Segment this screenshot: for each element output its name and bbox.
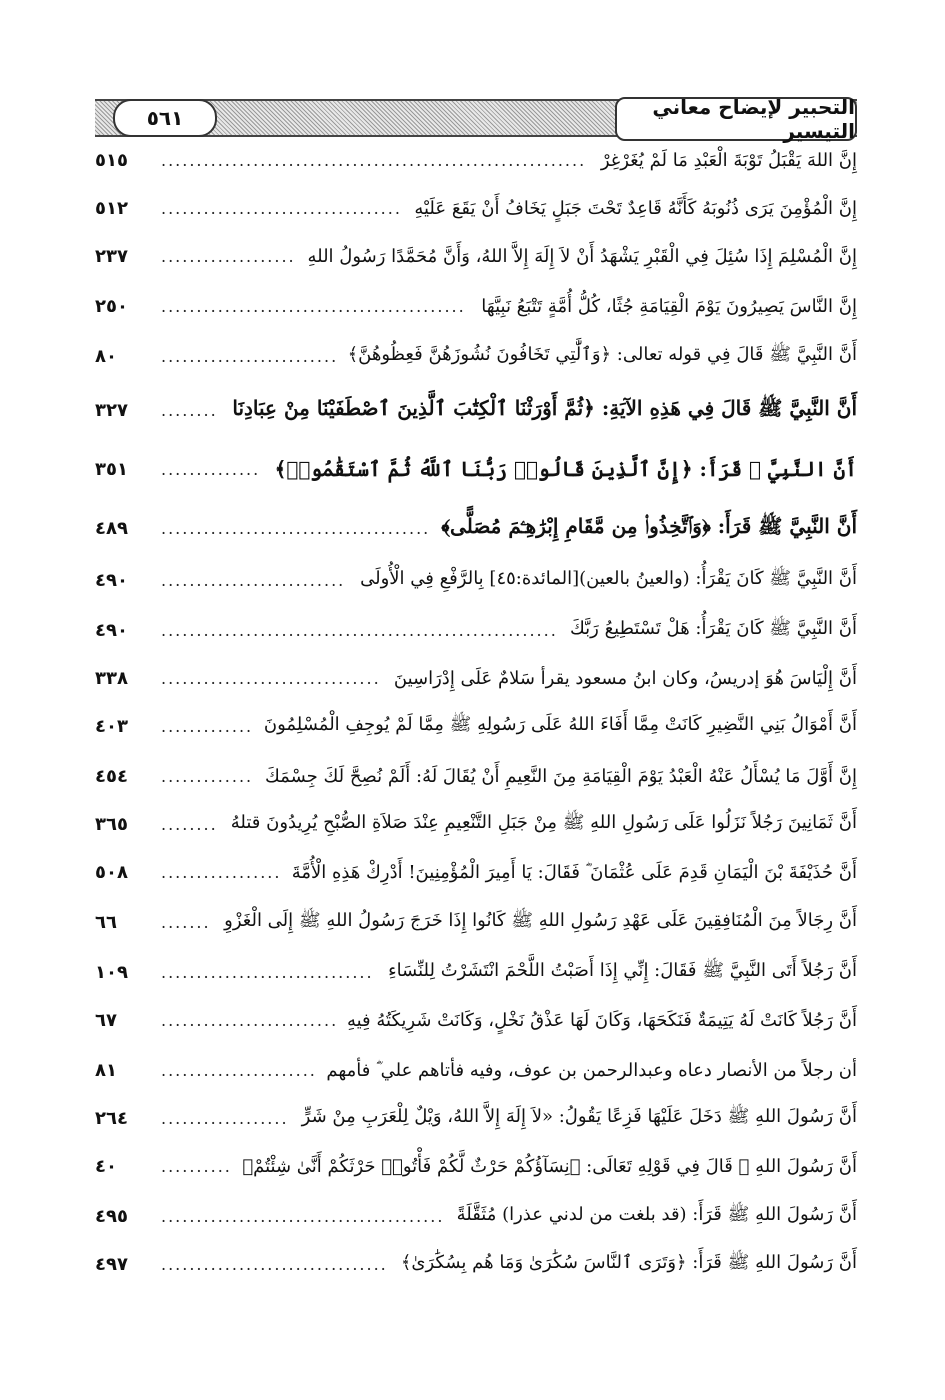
entry-page-number: ٤٠ (95, 1155, 117, 1177)
leader-dots: .................. (161, 1108, 289, 1128)
leader-dots: ...................................... (161, 518, 431, 538)
page-number: ٥٦١ (113, 99, 217, 137)
page-header (95, 95, 857, 143)
entry-page-number: ٣٣٨ (95, 667, 128, 689)
entry-text: أَنَّ أَمْوَالُ بَنِي النَّضِيرِ كَانَتْ مِمَّا أَفَاءَ اللهُ عَلَى رَسُولِهِ ﷺ مِمَّا لَمْ يُوجِفِ الْمُسْلِمُونَ (263, 714, 857, 735)
entry-text: أَنَّ رِجَالاً مِنَ الْمُنَافِقِينَ عَلَى عَهْدِ رَسُولِ اللهِ ﷺ كَانُوا إِذَا خَرَجَ رَسُولُ اللهِ ﷺ إِلَى الْغَزْوِ (224, 910, 857, 931)
entry-page-number: ٣٥١ (95, 458, 128, 480)
entry-text: أَنَّ النَّبِيَّ ﷺ قَالَ فِي قوله تعالى: ﴿وَٱلَّٰتِي تَخَافُونَ نُشُوزَهُنَّ فَعِظُوهُنَّ﴾ (347, 344, 857, 365)
leader-dots: ............................... (161, 668, 381, 688)
index-entry (95, 1244, 857, 1284)
index-entry (95, 1196, 857, 1236)
index-entry (95, 1050, 857, 1090)
index-entry (95, 658, 857, 698)
leader-dots: ........ (161, 400, 218, 420)
entry-text: أَنَّ النَّبِيَّ ﷺ قَرَأَ: ﴿وَٱتَّخِذُوا۟ مِن مَّقَامِ إِبْرَٰهِـۧمَ مُصَلًّى﴾ (441, 513, 857, 538)
leader-dots: ......................... (161, 346, 339, 366)
entry-text: إِنَّ النَّاسَ يَصِيرُونَ يَوْمَ الْقِيَامَةِ جُثًا، كُلُّ أُمَّةٍ تَتْبَعُ نَبِيَّهَا (481, 295, 857, 317)
entry-page-number: ٦٦ (95, 911, 117, 933)
leader-dots: ................................ (161, 1254, 388, 1274)
entry-page-number: ٣٦٥ (95, 813, 128, 835)
index-entry (95, 140, 857, 180)
leader-dots: ....... (161, 912, 211, 932)
index-entry (95, 390, 857, 430)
entry-text: أَنَّ حُذَيْفَةَ بْنَ الْيَمَانِ قَدِمَ عَلَى عُثْمَانَ ؓ فَقَالَ: يَا أَمِيرَ الْمُؤْمِنِينَ! أَدْرِكْ هَذِهِ الْأُمَّةَ (291, 861, 857, 883)
index-entry (95, 1000, 857, 1040)
index-entry (95, 449, 857, 489)
leader-dots: .................................. (161, 198, 402, 218)
entry-page-number: ٢٥٠ (95, 295, 128, 317)
entry-text: أَنَّ النَّبِيَّ ﷺ كَانَ يَقْرَأُ: (والعينُ بالعين)[المائدة:٤٥] بِالرَّفْعِ فِي الْأُولَى (360, 568, 857, 589)
entry-text: أَنَّ النَّبِيَّ ﷺ كَانَ يَقْرَأُ: هَلْ تَسْتَطِيعُ رَبَّكَ (569, 618, 857, 639)
index-entry (95, 706, 857, 746)
index-entry (95, 804, 857, 844)
leader-dots: .............. (161, 459, 261, 479)
leader-dots: ............. (161, 766, 254, 786)
leader-dots: ................. (161, 862, 282, 882)
entry-page-number: ٨٠ (95, 345, 117, 367)
entry-page-number: ٤٨٩ (95, 517, 128, 539)
entry-text: أَنَّ رَسُولَ اللهِ ﷺ قَالَ فِي قَوْلِهِ تَعَالَى: ﴿نِسَآؤُكُمْ حَرْثٌ لَّكُمْ فَأْتُوا۟ حَرْثَكُمْ أَنَّىٰ شِئْتُمْ﴾ (242, 1155, 857, 1177)
index-entry (95, 286, 857, 326)
entry-page-number: ٥١٢ (95, 197, 128, 219)
entry-text: أَنَّ رَجُلاً أَتَى النَّبِيَّ ﷺ فَقَالَ: إِنِّي إِذَا أَصَبْتُ اللَّحْمَ انْتَشَرْتُ لِلنِّسَاءِ (388, 960, 857, 981)
leader-dots: ........................................ (161, 1206, 445, 1226)
index-entry (95, 1098, 857, 1138)
entry-text: إِنَّ اللهَ يَقْبَلُ تَوْبَةَ الْعَبْدِ مَا لَمْ يُغَرْغِرْ (600, 149, 857, 171)
entry-page-number: ٤٥٤ (95, 765, 128, 787)
leader-dots: ............................................................ (161, 150, 587, 170)
entry-page-number: ٤٩٥ (95, 1205, 128, 1227)
leader-dots: ................... (161, 246, 296, 266)
index-entry (95, 336, 857, 376)
entry-page-number: ٥٠٨ (95, 861, 128, 883)
entry-text: أَنَّ رَجُلاً كَانَتْ لَهُ يَتِيمَةٌ فَنَكَحَهَا، وَكَانَ لَهَا عَذْقُ نَخْلٍ، وَكَانَتْ شَرِيكَتُهُ فِيهِ (346, 1009, 857, 1031)
entry-text: أَنَّ رَسُولَ اللهِ ﷺ قَرَأَ: (قد بلغت من لدني عذرا) مُثَقَّلَةً (456, 1204, 857, 1225)
entry-page-number: ٨١ (95, 1059, 117, 1081)
index-entry (95, 188, 857, 228)
entry-page-number: ١٠٩ (95, 961, 128, 983)
entry-text: إِنَّ الْمُؤْمِنَ يَرَى ذُنُوبَهُ كَأَنَّهُ قَاعِدٌ تَحْتَ جَبَلٍ يَخَافُ أَنْ يَقَعَ عَلَيْهِ (414, 197, 857, 219)
index-entry (95, 902, 857, 942)
leader-dots: ........ (161, 814, 218, 834)
index-entry (95, 508, 857, 548)
entry-text: أَنَّ إِلْيَاسَ هُوَ إدريسُ، وكان ابنُ مسعود يقرأ سَلامٌ عَلَى إِدْرَاسِينَ (393, 667, 857, 689)
entry-text: أَنَّ رَسُولَ اللهِ ﷺ قَرَأَ: ﴿وَتَرَى ٱلنَّاسَ سُكَٰرَىٰ وَمَا هُم بِسُكَٰرَىٰ﴾ (400, 1252, 857, 1273)
entry-text: أَنَّ النَّبِيَّ ﷺ قَرَأَ: ﴿إِنَّ ٱلَّذِينَ قَالُوا۟ رَبُّنَا ٱللَّهُ ثُمَّ ٱسْتَقَٰمُوا۟﴾ (274, 457, 857, 481)
entry-page-number: ٤٠٣ (95, 715, 128, 737)
leader-dots: ............. (161, 716, 254, 736)
leader-dots: .............................. (161, 962, 374, 982)
entry-page-number: ٤٩٠ (95, 569, 128, 591)
index-entry (95, 852, 857, 892)
index-entry (95, 952, 857, 992)
leader-dots: ...................... (161, 1060, 317, 1080)
index-entry (95, 236, 857, 276)
entry-page-number: ٤٩٧ (95, 1253, 128, 1275)
leader-dots: ........................................... (161, 296, 466, 316)
entry-text: أن رجلاً من الأنصار دعاه وعبدالرحمن بن عوف، وفيه فأتاهم علي ؓ فأمهم (326, 1059, 857, 1081)
book-title: التحبير لإيضاح معاني التيسير (615, 97, 857, 141)
entry-text: أَنَّ النَّبِيَّ ﷺ قَالَ فِي هَذِهِ الآيَةِ: ﴿ثُمَّ أَوْرَثْنَا ٱلْكِتَٰبَ ٱلَّذِينَ ٱصْطَفَيْنَا مِنْ عِبَادِنَا (232, 395, 857, 420)
index-entry (95, 560, 857, 600)
index-entry (95, 1146, 857, 1186)
entry-page-number: ٦٧ (95, 1009, 117, 1031)
leader-dots: ......................... (161, 1010, 339, 1030)
entry-page-number: ٥١٥ (95, 149, 128, 171)
leader-dots: ........................................................ (161, 620, 558, 640)
index-entry (95, 610, 857, 650)
entry-page-number: ٣٢٧ (95, 399, 128, 421)
entry-text: أَنَّ ثَمَانِينَ رَجُلاً نَزَلُوا عَلَى رَسُولِ اللهِ ﷺ مِنْ جَبَلِ التَّنْعِيمِ عِنْدَ صَلاَةِ الصُّبْحِ يُرِيدُونَ قتلهُ (230, 812, 857, 833)
index-entry (95, 756, 857, 796)
entry-page-number: ٤٩٠ (95, 619, 128, 641)
leader-dots: .......................... (161, 570, 346, 590)
leader-dots: .......... (161, 1156, 232, 1176)
entry-text: أَنَّ رَسُولَ اللهِ ﷺ دَخَلَ عَلَيْهَا فَزِعًا يَقُولُ: «لاَ إِلَهَ إِلاَّ اللهُ، وَيْلٌ لِلْعَرَبِ مِنْ شَرٍّ (301, 1106, 857, 1127)
entry-page-number: ٢٦٤ (95, 1107, 128, 1129)
entry-text: إِنَّ أَوَّلَ مَا يُسْأَلُ عَنْهُ الْعَبْدُ يَوْمَ الْقِيَامَةِ مِنَ النَّعِيمِ أَنْ يُقَالَ لَهُ: أَلَمْ نُصِحَّ لَكَ جِسْمَكَ (265, 765, 857, 787)
entry-text: إِنَّ الْمُسْلِمَ إِذَا سُئِلَ فِي الْقَبْرِ يَشْهَدُ أَنْ لاَ إِلَهَ إِلاَّ اللهُ، وَأَنَّ مُحَمَّدًا رَسُولُ اللهِ (307, 245, 857, 267)
entry-page-number: ٢٣٧ (95, 245, 128, 267)
